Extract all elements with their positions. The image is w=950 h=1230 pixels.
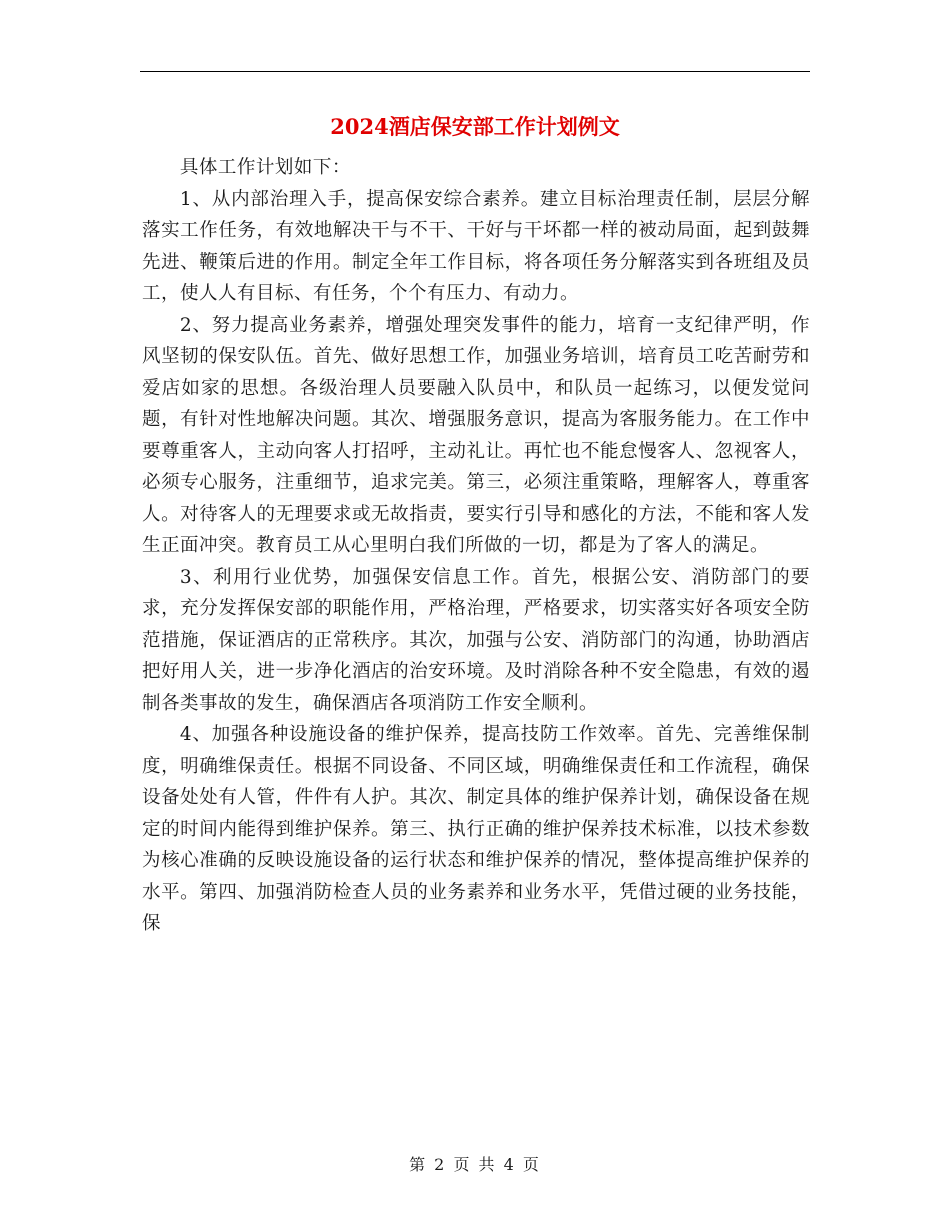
page-footer: 第 2 页 共 4 页 — [409, 1155, 541, 1174]
header-rule — [140, 71, 810, 72]
paragraph-item-2: 2、努力提高业务素养，增强处理突发事件的能力，培育一支纪律严明，作风坚韧的保安队伍。首先、做好思想工作，加强业务培训，培育员工吃苦耐劳和爱店如家的思想。各级治理人员要融入队员中，和队员一起练习，以便发觉问题，有针对性地解决问题。其次、增强服务意识，提高为客服务能力。在工作中要尊重客人，主动向客人打招呼，主动礼让。再忙也不能怠慢客人、忽视客人，必须专心服务，注重细节，追求完美。第三，必须注重策略，理解客人，尊重客人。对待客人的无理要求或无故指责，要实行引导和感化的方法，不能和客人发生正面冲突。教育员工从心里明白我们所做的一切，都是为了客人的满足。 — [142, 314, 810, 556]
paragraph-item-1: 1、从内部治理入手，提高保安综合素养。建立目标治理责任制，层层分解落实工作任务，有效地解决干与不干、干好与干坏都一样的被动局面，起到鼓舞先进、鞭策后进的作用。制定全年工作目标，将各项任务分解落实到各班组及员工，使人人有目标、有任务，个个有压力、有动力。 — [142, 188, 810, 304]
paragraph-intro: 具体工作计划如下： — [179, 157, 351, 178]
document-title: 2024酒店保安部工作计划例文 — [330, 114, 620, 139]
paragraph-item-3: 3、利用行业优势，加强保安信息工作。首先，根据公安、消防部门的要求，充分发挥保安部的职能作用，严格治理，严格要求，切实落实好各项安全防范措施，保证酒店的正常秩序。其次，加强与公安、消防部门的沟通，协助酒店把好用人关，进一步净化酒店的治安环境。及时消除各种不安全隐患，有效的遏制各类事故的发生，确保酒店各项消防工作安全顺利。 — [142, 566, 810, 714]
paragraph-item-4: 4、加强各种设施设备的维护保养，提高技防工作效率。首先、完善维保制度，明确维保责任。根据不同设备、不同区域，明确维保责任和工作流程，确保设备处处有人管，件件有人护。其次、制定具体的维护保养计划，确保设备在规定的时间内能得到维护保养。第三、执行正确的维护保养技术标准，以技术参数为核心准确的反映设施设备的运行状态和维护保养的情况，整体提高维护保养的水平。第四、加强消防检查人员的业务素养和业务水平，凭借过硬的业务技能，保 — [142, 724, 810, 934]
document-body — [142, 152, 810, 940]
